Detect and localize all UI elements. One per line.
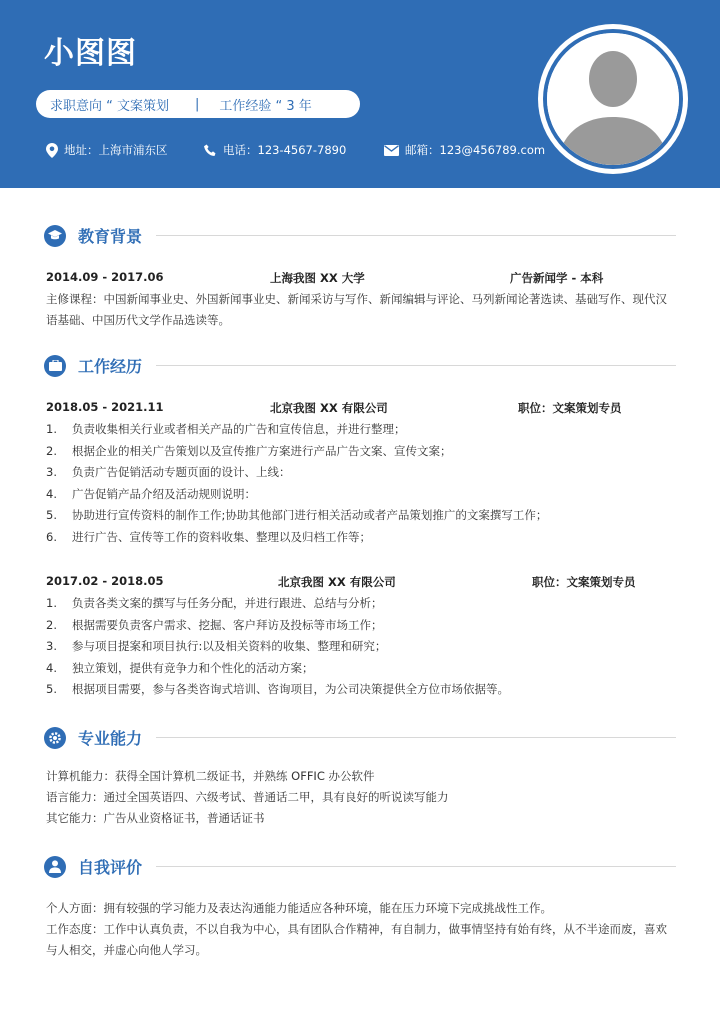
gear-icon bbox=[44, 727, 66, 749]
phone-icon bbox=[204, 144, 217, 157]
skills-title: 专业能力 bbox=[78, 729, 143, 748]
avatar-placeholder-icon bbox=[547, 33, 679, 165]
divider bbox=[156, 866, 676, 867]
divider bbox=[156, 737, 676, 738]
briefcase-icon bbox=[44, 355, 66, 377]
list-item bbox=[46, 658, 676, 680]
job-intent: 求职意向 “ 文案策划 bbox=[50, 98, 169, 114]
address-item bbox=[46, 142, 168, 158]
list-item bbox=[46, 505, 676, 527]
person-icon bbox=[44, 856, 66, 878]
education-date: 2014.09 - 2017.06 bbox=[46, 270, 164, 284]
list-text: 独立策划，提供有竞争力和个性化的活动方案； bbox=[72, 660, 314, 675]
skill-line: 其它能力：广告从业资格证书，普通话证书 bbox=[46, 811, 265, 825]
list-text: 广告促销产品介绍及活动规则说明： bbox=[72, 486, 256, 501]
email-item bbox=[384, 142, 545, 158]
list-text: 根据项目需要，参与各类咨询式培训、咨询项目，为公司决策提供全方位市场依据等。 bbox=[72, 682, 509, 696]
header-banner bbox=[0, 0, 720, 188]
list-number: 1. bbox=[46, 596, 57, 610]
list-number: 2. bbox=[46, 617, 57, 632]
job-date: 2018.05 - 2021.11 bbox=[46, 400, 164, 414]
list-number: 4. bbox=[46, 660, 57, 675]
skill-line: 语言能力：通过全国英语四、六级考试、普通话二甲，具有良好的听说读写能力 bbox=[46, 790, 449, 804]
skills-text bbox=[46, 766, 676, 829]
education-school: 上海我图 XX 大学 bbox=[270, 271, 365, 285]
list-item bbox=[46, 419, 676, 441]
graduation-cap-icon bbox=[44, 225, 66, 247]
list-number: 5. bbox=[46, 508, 57, 522]
list-text: 负责收集相关行业或者相关产品的广告和宣传信息，并进行整理； bbox=[72, 422, 406, 436]
list-number: 5. bbox=[46, 682, 57, 696]
job-position: 职位：文案策划专员 bbox=[518, 401, 622, 415]
job-row bbox=[46, 400, 676, 416]
job-company: 北京我图 XX 有限公司 bbox=[278, 575, 396, 589]
divider bbox=[156, 365, 676, 366]
list-number: 6. bbox=[46, 529, 57, 544]
list-item bbox=[46, 441, 676, 463]
work-title: 工作经历 bbox=[78, 357, 143, 376]
list-number: 4. bbox=[46, 486, 57, 501]
self-section-title bbox=[44, 855, 676, 878]
address-text: 地址：上海市浦东区 bbox=[64, 143, 168, 157]
education-major: 广告新闻学 - 本科 bbox=[510, 271, 604, 285]
list-number: 1. bbox=[46, 422, 57, 436]
list-number: 3. bbox=[46, 639, 57, 653]
list-text: 根据需要负责客户需求、挖掘、客户拜访及投标等市场工作； bbox=[72, 617, 383, 632]
self-line: 个人方面：拥有较强的学习能力及表达沟通能力能适应各种环境，能在压力环境下完成挑战性工作。 bbox=[46, 901, 552, 915]
list-item bbox=[46, 679, 676, 701]
list-item bbox=[46, 636, 676, 658]
avatar bbox=[538, 24, 688, 174]
job-duties-list bbox=[46, 419, 676, 548]
job-duties-list bbox=[46, 593, 676, 701]
list-text: 根据企业的相关广告策划以及宣传推广方案进行产品广告文案、宣传文案； bbox=[72, 443, 452, 458]
list-number: 3. bbox=[46, 465, 57, 479]
phone-text: 电话：123-4567-7890 bbox=[223, 143, 347, 157]
list-item bbox=[46, 615, 676, 637]
self-title: 自我评价 bbox=[78, 858, 143, 877]
job-company: 北京我图 XX 有限公司 bbox=[270, 401, 388, 415]
list-item bbox=[46, 462, 676, 484]
email-text: 邮箱：123@456789.com bbox=[405, 143, 546, 157]
pill-separator: | bbox=[195, 96, 200, 112]
job-position: 职位：文案策划专员 bbox=[532, 575, 636, 589]
self-line: 工作态度：工作中认真负责，不以自我为中心，具有团队合作精神，有自制力，做事情坚持有始有终，从不半途而废，喜欢与人相交，并虚心向他人学习。 bbox=[46, 922, 667, 957]
work-experience: 工作经验 “ 3 年 bbox=[219, 98, 312, 114]
education-section-title bbox=[44, 224, 676, 247]
list-number: 2. bbox=[46, 443, 57, 458]
list-text: 负责广告促销活动专题页面的设计、上线： bbox=[72, 465, 291, 479]
envelope-icon bbox=[384, 145, 399, 156]
work-section-title bbox=[44, 354, 676, 377]
list-item bbox=[46, 484, 676, 506]
list-text: 协助进行宣传资料的制作工作;协助其他部门进行相关活动或者产品策划推广的文案撰写工作； bbox=[72, 508, 548, 522]
divider bbox=[156, 235, 676, 236]
skills-section-title bbox=[44, 726, 676, 749]
job-intent-pill bbox=[36, 90, 360, 118]
education-row bbox=[46, 270, 676, 286]
skill-line: 计算机能力：获得全国计算机二级证书，并熟练 OFFIC 办公软件 bbox=[46, 769, 375, 783]
location-pin-icon bbox=[46, 143, 58, 158]
phone-item bbox=[204, 142, 346, 158]
self-text bbox=[46, 898, 676, 961]
list-item bbox=[46, 527, 676, 549]
education-title: 教育背景 bbox=[78, 227, 143, 246]
list-item bbox=[46, 593, 676, 615]
education-courses: 主修课程：中国新闻事业史、外国新闻事业史、新闻采访与写作、新闻编辑与评论、马列新闻论著选读、基础写作、现代汉语基础、中国历代文学作品选读等。 bbox=[46, 292, 667, 327]
job-row bbox=[46, 574, 676, 590]
candidate-name: 小图图 bbox=[44, 36, 137, 71]
list-text: 进行广告、宣传等工作的资料收集、整理以及归档工作等； bbox=[72, 529, 371, 544]
job-date: 2017.02 - 2018.05 bbox=[46, 574, 164, 588]
list-text: 负责各类文案的撰写与任务分配，并进行跟进、总结与分析； bbox=[72, 596, 383, 610]
list-text: 参与项目提案和项目执行:以及相关资料的收集、整理和研究； bbox=[72, 639, 387, 653]
